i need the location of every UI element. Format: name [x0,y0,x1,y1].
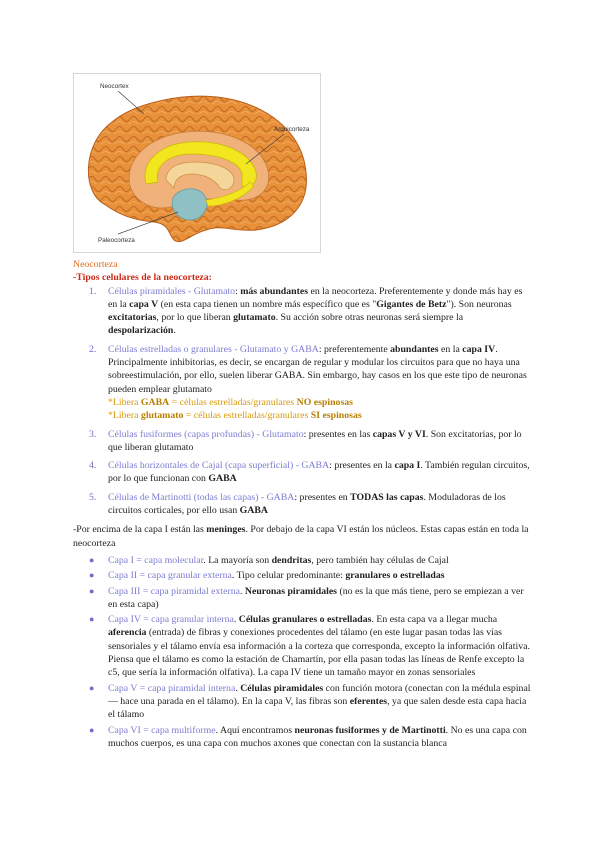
layer-name: Capa I = capa molecular [108,554,204,566]
emphasis-text: Gigantes de Betz [376,298,447,310]
bullet-icon: ● [89,724,95,735]
bullet-icon: ● [89,554,95,565]
emphasis-text: glutamato [233,312,276,324]
cell-type-item: 5. Células de Martinotti (todas las capas) - GABA: presentes en TODAS las capas. Moduladoras de los circuitos corticales, por ello usan GABA [89,491,506,517]
list-number: 4. [89,460,97,472]
emphasis-text: aferencia [108,627,147,639]
list-number: 3. [89,428,97,440]
paleocortex-region [172,189,207,220]
cell-type-name: Células piramidales - Glutamato [108,285,236,297]
brain-figure [73,73,321,253]
cell-types-list [73,285,533,518]
layer-item: ● Capa III = capa piramidal externa. Neuronas piramidales (no es la que más tiene, pero se empiezan a ver en esta capa) [89,585,524,610]
cell-type-name: Células estrelladas o granulares - Glutamato y GABA [108,343,319,355]
section-title: Neocorteza [73,259,118,270]
emphasis-text: capa I [394,460,421,472]
emphasis-text: capas V y VI [372,428,426,440]
cell-type-item: 3. Células fusiformes (capas profundas) - Glutamato: presentes en las capas V y VI. Son excitatorias, por lo que liberan glutamato [89,428,522,453]
layers-list [73,554,533,750]
layer-name: Capa IV = capa granular interna [108,614,234,626]
note-emphasis: SI espinosas [310,410,362,422]
layer-item: ● Capa IV = capa granular interna. Células granulares o estrelladas. En esta capa va a llegar mucha aferencia (entrada) de fibras y conexiones procedentes del tálamo (en este lugar pasan todas las vías sensoriales y el tálamo envía esa información a la corteza que corresponda, excepto la información olfativa. Piensa que el tálamo es como la estación de Chamartín, por ella pasan todas las líneas de Renfe excepto la c5, que sería la información olfativa). La capa IV tiene un tamaño mayor en zonas sensoriales [89,614,530,679]
emphasis-text: más abundantes [240,285,309,297]
cell-type-name: Células horizontales de Cajal (capa superficial) - GABA [108,460,330,472]
emphasis-text: eferentes [349,695,388,707]
bullet-icon: ● [89,570,95,581]
emphasis-text: GABA [208,473,237,485]
emphasis-text: TODAS las capas [350,491,424,503]
brain-diagram [74,74,320,252]
cell-type-item: 1. Células piramidales - Glutamato: más abundantes en la neocorteza. Preferentemente y donde más hay es en la capa V (en esta capa tienen un nombre más específico que es "Gigantes de Betz"). Son neuronas excitatorias, por lo que liberan glutamato. Su acción sobre otras neuronas será siempre la despolarización. [89,285,523,337]
note-emphasis: GABA [140,396,170,408]
emphasis-text: Células piramidales [240,682,324,694]
cell-type-name: Células fusiformes (capas profundas) - Glutamato [108,428,304,440]
list-number: 1. [89,285,97,297]
note-line: *Libera GABA = células estrelladas/granulares NO espinosas [108,396,353,408]
emphasis-text: capa V [129,298,159,310]
emphasis-text: despolarización [108,325,174,337]
bullet-icon: ● [89,682,95,693]
neocortex-label: Neocortex [100,83,129,90]
layer-name: Capa II = capa granular externa [108,570,232,582]
list-number: 5. [89,491,97,503]
emphasis-text: abundantes [390,343,439,355]
cell-type-name: Células de Martinotti (todas las capas) - GABA [108,491,295,503]
emphasis-text: GABA [239,505,268,517]
layer-item: ● Capa V = capa piramidal interna. Células piramidales con función motora (conectan con la médula espinal — hace una parada en el tálamo). En la capa V, las fibras son eferentes, ya que salen desde esta capa hacia el tálamo [89,682,531,721]
emphasis-text: meninges [206,524,246,536]
emphasis-text: Células granulares o estrelladas [238,614,372,626]
emphasis-text: dendritas [271,554,312,566]
layer-item: ● Capa II = capa granular externa. Tipo celular predominante: granulares o estrelladas [89,570,445,582]
layer-name: Capa III = capa piramidal externa [108,585,240,597]
bullet-icon: ● [89,585,95,596]
note-emphasis: NO espinosas [296,396,353,408]
archicortex-label: Arquicorteza [274,126,310,133]
paleocortex-label: Paleocorteza [98,237,135,244]
emphasis-text: neuronas fusiformes y de Martinotti [294,724,446,736]
layers-intro: -Por encima de la capa I están las meninges. Por debajo de la capa VI están los núcleos. Estas capas están en toda la neocorteza [73,524,529,549]
bullet-icon: ● [89,614,95,625]
emphasis-text: excitatorias [108,312,157,324]
emphasis-text: Neuronas piramidales [244,585,337,597]
note-emphasis: glutamato [140,410,184,422]
cell-type-item: 2. Células estrelladas o granulares - Glutamato y GABA: preferentemente abundantes en la capa IV. Principalmente inhibitorias, es decir, se encargan de regular y modular los circuitos para que no haya una sobreestimulación, por ello, suelen liberar GABA. Sin embargo, hay casos en los que este tipo de neuronas pueden emplear glutamato *Libera GABA = células estrelladas/granulares NO espinosas *Libera glutamato = células estrelladas/granulares SI espinosas [73,343,533,423]
emphasis-text: capa IV [462,343,496,355]
cell-type-item: 4. Células horizontales de Cajal (capa superficial) - GABA: presentes en la capa I. También regulan circuitos, por lo que funcionan con GABA [89,460,530,485]
subtitle: -Tipos celulares de la neocorteza: [73,272,212,284]
layer-item: ● Capa VI = capa multiforme. Aquí encontramos neuronas fusiformes y de Martinotti. No es una capa con muchos cuerpos, es una capa con muchos axones que conectan con la sustancia blanca [89,724,527,749]
emphasis-text: granulares o estrelladas [345,570,445,582]
text-content [73,258,533,752]
layer-name: Capa V = capa piramidal interna [108,682,236,694]
note-line: *Libera glutamato = células estrelladas/granulares SI espinosas [108,410,362,422]
layer-name: Capa VI = capa multiforme [108,724,216,736]
layer-item: ● Capa I = capa molecular. La mayoría son dendritas, pero también hay células de Cajal [89,554,449,566]
list-number: 2. [89,343,97,355]
